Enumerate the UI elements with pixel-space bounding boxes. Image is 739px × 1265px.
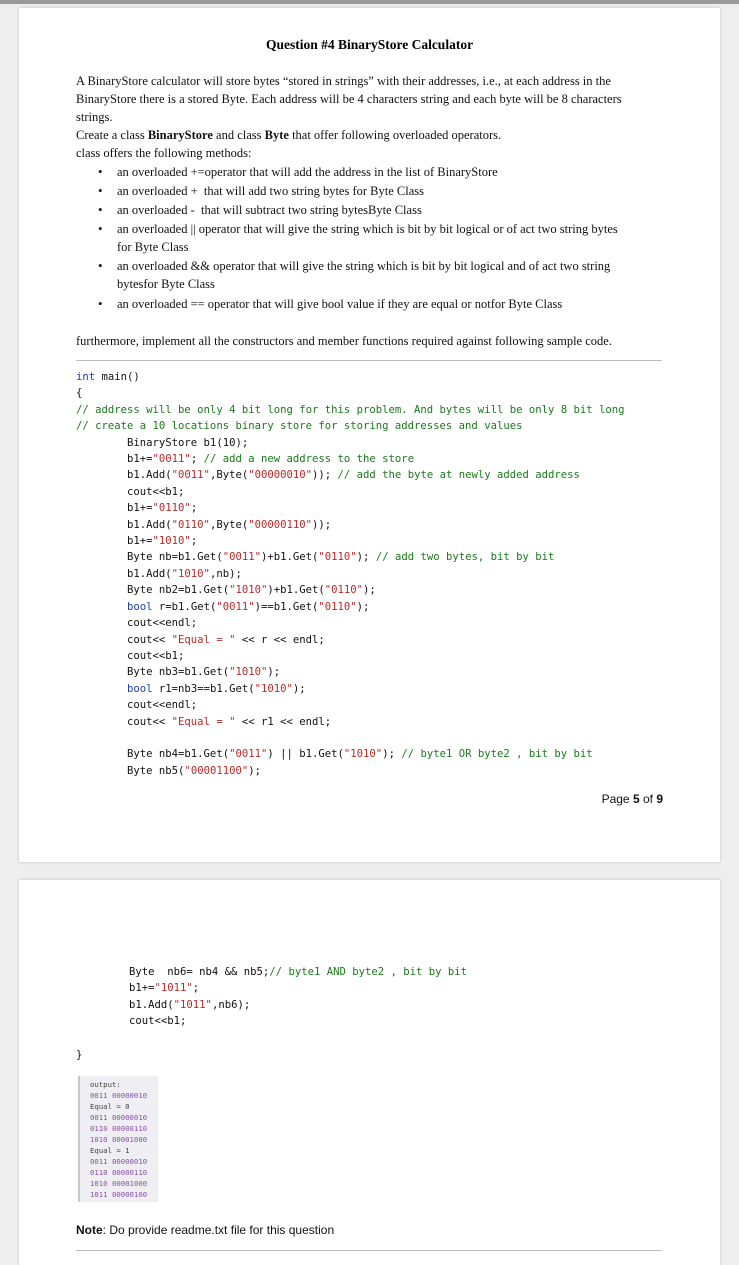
code-token: // add two bytes, bit by bit xyxy=(375,551,555,564)
code-token: b1.Add( xyxy=(76,518,172,531)
code-token: "0011" xyxy=(171,469,210,482)
code-line xyxy=(76,402,625,418)
code-token: "1011" xyxy=(173,998,212,1011)
code-line xyxy=(129,997,467,1013)
code-line xyxy=(76,369,625,385)
output-line: 0110 00000110 xyxy=(90,1168,148,1177)
code-token: r=b1.Get( xyxy=(152,600,217,613)
code-line xyxy=(76,517,625,533)
bullet-dot: • xyxy=(98,202,103,217)
code-token: "1010" xyxy=(152,535,191,548)
code-token: // byte1 OR byte2 , bit by bit xyxy=(401,748,593,761)
methods-intro: class offers the following methods: xyxy=(76,146,252,160)
code-token: // address will be only 4 bit long for this problem. And bytes will be only 8 bit long xyxy=(76,403,625,416)
bullet-dot: • xyxy=(98,258,103,273)
code-token: BinaryStore b1(10); xyxy=(76,436,249,449)
code-token: cout<< xyxy=(76,633,172,646)
code-token: b1+= xyxy=(76,535,153,548)
code-line xyxy=(76,484,625,500)
bullet-line: an overloaded == operator that will give bool value if they are equal or notfor Byte Class xyxy=(117,297,563,311)
code-token: ); xyxy=(382,748,402,761)
output-line: 0011 00000010 xyxy=(90,1091,148,1100)
code-token: "1010" xyxy=(229,666,268,679)
create-classes-line xyxy=(76,126,666,144)
question-title: Question #4 BinaryStore Calculator xyxy=(265,37,474,52)
code-line xyxy=(76,681,625,697)
page-of: of xyxy=(639,792,657,806)
code-line xyxy=(76,599,625,615)
code-token: Byte nb6= nb4 && nb5; xyxy=(129,966,270,978)
output-line: 1010 00001000 xyxy=(90,1135,148,1144)
code-line xyxy=(129,980,467,996)
code-token: "1010" xyxy=(343,748,383,761)
code-line xyxy=(76,763,625,779)
bullet-dot: • xyxy=(98,183,103,198)
readme-note xyxy=(76,1223,334,1237)
intro-line: BinaryStore there is a stored Byte. Each address will be 4 characters string and each byte will be 8 characters xyxy=(76,92,622,106)
code-token: "1011" xyxy=(154,982,193,995)
code-token: Byte nb=b1.Get( xyxy=(76,551,223,564)
page-number xyxy=(602,792,663,806)
code-token: { xyxy=(76,387,83,400)
intro-line: A BinaryStore calculator will store bytes “stored in strings” with their addresses, i.e., at each address in the xyxy=(76,74,611,88)
output-line: 0110 00000110 xyxy=(90,1124,148,1133)
output-line: 0011 00000010 xyxy=(90,1113,148,1122)
code-token: main() xyxy=(95,371,140,383)
bullet-line: an overloaded + that will add two string bytes for Byte Class xyxy=(117,184,424,198)
code-token: )==b1.Get( xyxy=(254,600,319,613)
sample-code-block xyxy=(76,369,625,779)
code-token: ; xyxy=(190,453,204,466)
code-token: ); xyxy=(267,666,281,679)
code-line xyxy=(129,964,467,980)
code-token: Byte nb4=b1.Get( xyxy=(76,748,230,761)
closing-brace: } xyxy=(76,1049,83,1061)
bullet-dot: • xyxy=(98,221,103,236)
code-token: "0011" xyxy=(222,551,261,564)
code-token: "0110" xyxy=(171,518,210,531)
note-label: Note xyxy=(76,1223,103,1237)
bullet-line: an overloaded && operator that will give the string which is bit by bit logical and of act two string xyxy=(117,259,611,273)
code-line xyxy=(76,582,625,598)
code-line xyxy=(76,451,625,467)
bullet-item xyxy=(117,163,667,181)
code-token: // byte1 AND byte2 , bit by bit xyxy=(269,966,468,978)
code-token: ; xyxy=(190,502,198,515)
bullet-item xyxy=(117,295,667,313)
intro-line: strings. xyxy=(76,110,113,124)
bullet-item xyxy=(117,182,667,200)
code-line xyxy=(76,714,625,730)
code-token: b1+= xyxy=(76,502,153,515)
code-token: bool xyxy=(127,682,153,695)
code-token: )+b1.Get( xyxy=(260,551,319,564)
code-token: ); xyxy=(292,682,306,695)
create-text: and class xyxy=(212,128,265,142)
code-token: b1.Add( xyxy=(76,469,172,482)
bullet-line: an overloaded || operator that will give the string which is bit by bit logical or of act two string bytes xyxy=(117,222,618,236)
code-token: ,Byte( xyxy=(209,469,249,482)
note-text: : Do provide readme.txt file for this question xyxy=(102,1223,335,1237)
code-token: cout<<b1; xyxy=(76,485,185,498)
code-token: << r << endl; xyxy=(235,633,325,646)
sample-code-continued xyxy=(129,964,467,1030)
code-token: b1.Add( xyxy=(76,567,172,580)
code-line xyxy=(76,500,625,516)
code-token: )); xyxy=(312,518,332,531)
code-line xyxy=(76,615,625,631)
code-token: )); xyxy=(312,469,338,482)
code-line xyxy=(76,467,625,483)
code-token: ); xyxy=(356,551,376,564)
code-line xyxy=(129,1013,467,1029)
bullet-dot: • xyxy=(98,164,103,179)
document-page-5 xyxy=(19,8,720,862)
output-line: 1010 00001000 xyxy=(90,1179,148,1188)
output-line: Equal = 0 xyxy=(90,1102,130,1111)
code-token: Byte nb3=b1.Get( xyxy=(76,666,230,679)
code-token: "Equal = " xyxy=(171,715,236,728)
code-token: "00001100" xyxy=(184,764,249,777)
code-line xyxy=(76,730,625,746)
output-line: 1011 00000100 xyxy=(90,1190,148,1199)
bullet-item xyxy=(117,220,667,256)
output-line: output: xyxy=(90,1080,121,1089)
code-token: Byte nb2=b1.Get( xyxy=(76,584,230,597)
code-token: cout<<endl; xyxy=(76,617,198,630)
code-token: // add the byte at newly added address xyxy=(337,469,580,482)
code-token: ); xyxy=(248,764,261,777)
code-token: cout<<b1; xyxy=(129,1015,187,1028)
code-line xyxy=(76,632,625,648)
code-line xyxy=(76,418,625,434)
code-token: ,Byte( xyxy=(209,518,249,531)
page-label: Page xyxy=(601,792,633,806)
code-token: "0110" xyxy=(152,502,191,515)
code-token: "1010" xyxy=(229,584,268,597)
bullet-line: for Byte Class xyxy=(117,240,189,254)
code-line xyxy=(76,435,625,451)
code-token: "1010" xyxy=(254,682,293,695)
code-token: bool xyxy=(127,600,153,613)
code-token xyxy=(76,601,127,613)
code-line xyxy=(76,648,625,664)
code-token: ) || b1.Get( xyxy=(267,748,344,761)
code-token: ; xyxy=(190,535,198,548)
furthermore-paragraph: furthermore, implement all the constructors and member functions required against following sample code. xyxy=(76,334,612,348)
code-token: b1+= xyxy=(129,982,155,995)
code-line xyxy=(76,697,625,713)
code-line xyxy=(76,746,625,762)
bullet-line: bytesfor Byte Class xyxy=(117,277,215,291)
code-line xyxy=(76,533,625,549)
code-token: "0011" xyxy=(229,748,268,761)
bottom-divider xyxy=(76,1250,662,1251)
code-token: "0011" xyxy=(216,600,255,613)
code-token: ); xyxy=(363,584,376,597)
code-token: "0011" xyxy=(152,453,191,466)
code-token: ; xyxy=(192,982,200,995)
code-token: int xyxy=(76,371,96,383)
code-token: ,nb); xyxy=(209,567,242,580)
code-token: // create a 10 locations binary store for storing addresses and values xyxy=(76,420,523,433)
code-token: "0110" xyxy=(318,600,357,613)
code-token: )+b1.Get( xyxy=(267,584,325,597)
bullet-line: an overloaded +=operator that will add the address in the list of BinaryStore xyxy=(117,165,498,179)
code-token: cout<< xyxy=(76,715,172,728)
code-token: b1.Add( xyxy=(129,998,174,1011)
code-token: ); xyxy=(356,600,370,613)
bullet-dot: • xyxy=(98,296,103,311)
code-line xyxy=(76,549,625,565)
code-token: // add a new address to the store xyxy=(203,453,415,466)
code-token: cout<<endl; xyxy=(76,699,198,712)
page-current: 5 xyxy=(632,792,640,806)
code-token: Byte nb5( xyxy=(76,764,185,777)
class-name-byte: Byte xyxy=(264,128,289,142)
document-page-6 xyxy=(19,880,720,1265)
section-divider xyxy=(76,360,662,361)
viewer-top-bar xyxy=(0,0,739,4)
bullet-line: an overloaded - that will subtract two string bytesByte Class xyxy=(117,203,422,217)
output-line: Equal = 1 xyxy=(90,1146,130,1155)
code-token: ,nb6); xyxy=(211,998,251,1011)
code-token: "Equal = " xyxy=(171,633,236,646)
code-token: "00000010" xyxy=(248,469,313,482)
code-token: cout<<b1; xyxy=(76,649,185,662)
code-token: << r1 << endl; xyxy=(235,715,332,728)
code-line xyxy=(76,385,625,401)
page-total: 9 xyxy=(656,792,663,806)
create-text: Create a class xyxy=(76,128,148,142)
code-line xyxy=(76,566,625,582)
bullet-item xyxy=(117,201,667,219)
code-token: "0110" xyxy=(324,584,364,597)
code-token: r1=nb3==b1.Get( xyxy=(152,682,255,695)
code-token: "1010" xyxy=(171,567,210,580)
intro-paragraph xyxy=(76,72,666,162)
code-token: b1+= xyxy=(76,453,153,466)
class-name-binarystore: BinaryStore xyxy=(147,128,213,142)
code-token xyxy=(76,683,127,695)
output-line: 0011 00000010 xyxy=(90,1157,148,1166)
bullet-item xyxy=(117,257,667,293)
code-line xyxy=(76,664,625,680)
code-token: "0110" xyxy=(318,551,357,564)
create-text: that offer following overloaded operators. xyxy=(288,128,502,142)
code-token: "00000110" xyxy=(248,518,313,531)
sample-output-box xyxy=(78,1076,158,1202)
